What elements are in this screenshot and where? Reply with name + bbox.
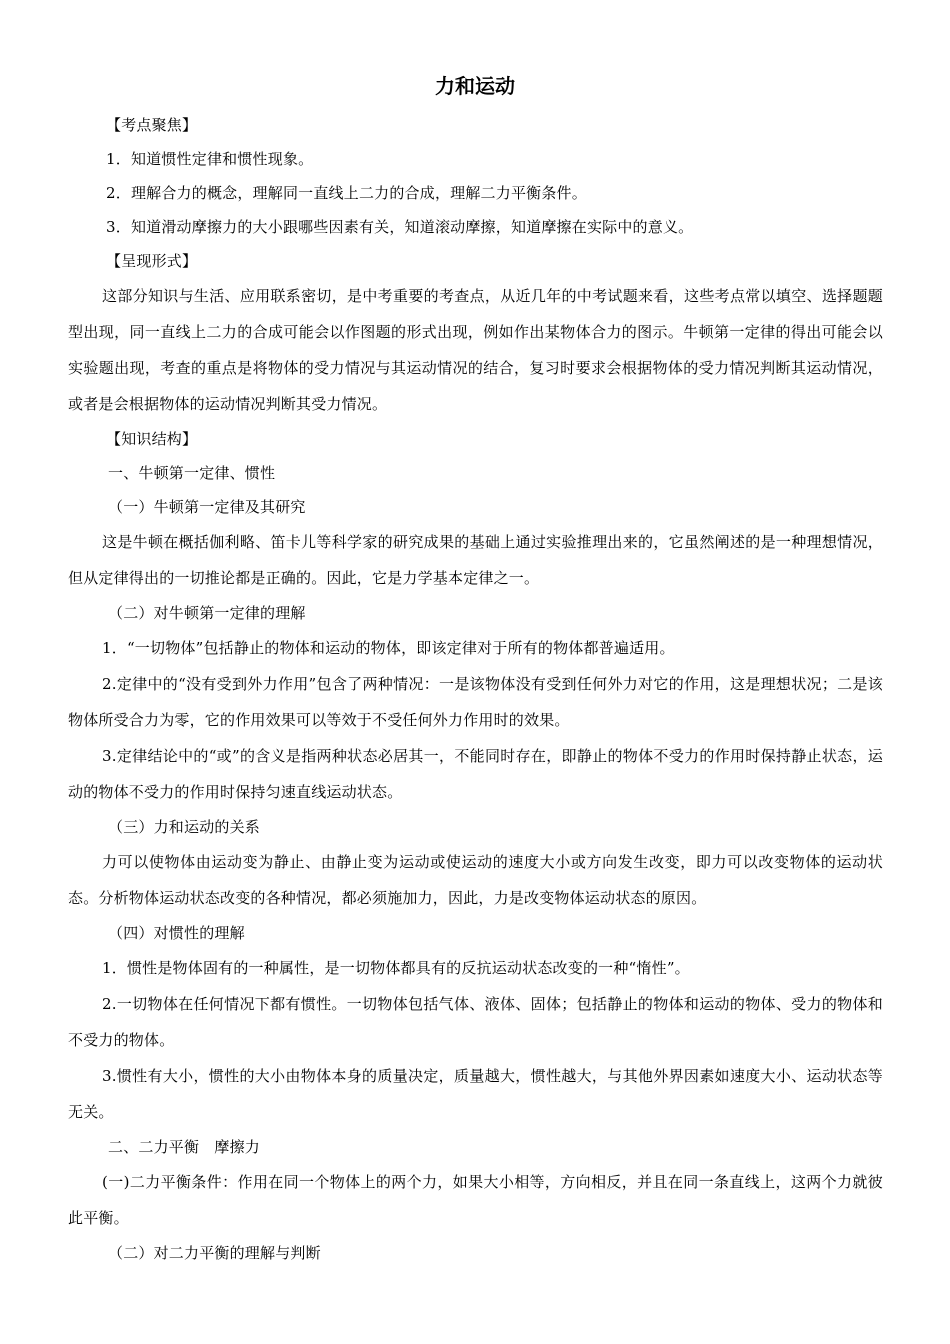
paragraph: (一)二力平衡条件：作用在同一个物体上的两个力，如果大小相等，方向相反，并且在同一条直线上，这两个力就彼此平衡。 — [68, 1173, 883, 1227]
list-item: 2.定律中的“没有受到外力作用”包含了两种情况：一是该物体没有受到任何外力对它的作用，这是理想状况；二是该物体所受合力为零，它的作用效果可以等效于不受任何外力作用时的效果。 — [68, 675, 883, 729]
paragraph: 这是牛顿在概括伽利略、笛卡儿等科学家的研究成果的基础上通过实验推理出来的，它虽然阐述的是一种理想情况，但从定律得出的一切推论都是正确的。因此，它是力学基本定律之一。 — [68, 533, 883, 587]
heading: 一、牛顿第一定律、惯性 — [108, 464, 276, 482]
list-item: 1．惯性是物体固有的一种属性，是一切物体都具有的反抗运动状态改变的一种“惰性”。 — [102, 959, 690, 977]
paragraph: 这部分知识与生活、应用联系密切，是中考重要的考查点，从近几年的中考试题来看，这些考点常以填空、选择题题型出现，同一直线上二力的合成可能会以作图题的形式出现，例如作出某物体合力的图示。牛顿第一定律的得出可能会以实验题出现，考查的重点是将物体的受力情况与其运动情况的结合，复习时要求会根据物体的受力情况判断其运动情况，或者是会根据物体的运动情况判断其受力情况。 — [68, 287, 883, 413]
section-header-zhishi: 【知识结构】 — [106, 430, 198, 448]
list-item: 1．“一切物体”包括静止的物体和运动的物体，即该定律对于所有的物体都普遍适用。 — [102, 639, 675, 657]
heading: 二、二力平衡 摩擦力 — [108, 1138, 261, 1156]
list-item: 3.惯性有大小，惯性的大小由物体本身的质量决定，质量越大，惯性越大，与其他外界因素如速度大小、运动状态等无关。 — [68, 1067, 883, 1121]
subheading: （二）对二力平衡的理解与判断 — [108, 1244, 321, 1262]
subheading: （三）力和运动的关系 — [108, 818, 261, 836]
section-header-kaodian: 【考点聚焦】 — [106, 116, 198, 134]
list-item: 2.一切物体在任何情况下都有惯性。一切物体包括气体、液体、固体；包括静止的物体和运动的物体、受力的物体和不受力的物体。 — [68, 995, 883, 1049]
list-item: 2．理解合力的概念，理解同一直线上二力的合成，理解二力平衡条件。 — [106, 184, 587, 202]
list-item: 3.定律结论中的“或”的含义是指两种状态必居其一，不能同时存在，即静止的物体不受力的作用时保持静止状态，运动的物体不受力的作用时保持匀速直线运动状态。 — [68, 747, 883, 801]
list-item: 3．知道滑动摩擦力的大小跟哪些因素有关，知道滚动摩擦，知道摩擦在实际中的意义。 — [106, 218, 694, 236]
document-body — [68, 108, 883, 1270]
page-title: 力和运动 — [435, 74, 515, 98]
subheading: （二）对牛顿第一定律的理解 — [108, 604, 306, 622]
list-item: 1．知道惯性定律和惯性现象。 — [106, 150, 314, 168]
subheading: （一）牛顿第一定律及其研究 — [108, 498, 306, 516]
subheading: （四）对惯性的理解 — [108, 924, 245, 942]
paragraph: 力可以使物体由运动变为静止、由静止变为运动或使运动的速度大小或方向发生改变，即力可以改变物体的运动状态。分析物体运动状态改变的各种情况，都必须施加力，因此，力是改变物体运动状态的原因。 — [68, 853, 883, 907]
section-header-chengxian: 【呈现形式】 — [106, 252, 198, 270]
